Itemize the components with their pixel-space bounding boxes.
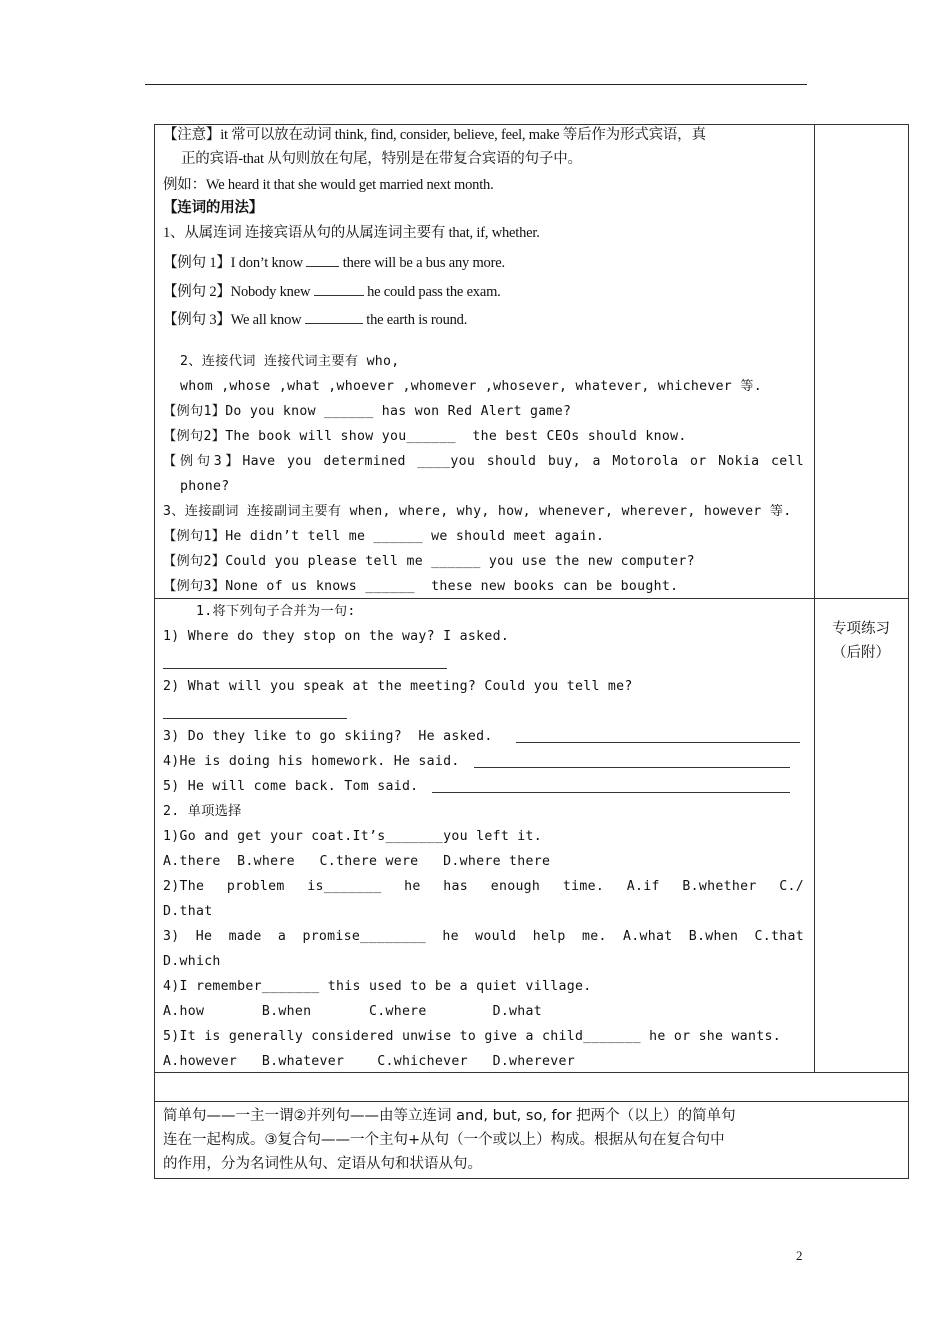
example-3-2: 【例句2】Could you please tell me ______ you use the new computer? <box>163 554 695 569</box>
pronoun-list: whom ,whose ,what ,whoever ,whomever ,whosever, whatever, whichever 等. <box>180 379 763 394</box>
example-3-3: 【例句3】None of us knows ______ these new books can be bought. <box>163 579 679 594</box>
answer-line-4 <box>474 754 790 768</box>
choice-options-5: A.however B.whatever C.whichever D.wherever <box>163 1054 575 1069</box>
example-2-1: 【例句1】Do you know ______ has won Red Alert game? <box>163 404 572 419</box>
subordinating-title: 1、从属连词 连接宾语从句的从属连词主要有 that, if, whether. <box>163 225 540 241</box>
side-note-line-1: 专项练习 <box>832 621 890 637</box>
answer-blank <box>314 282 364 296</box>
note-line-1: 【注意】it 常可以放在动词 think, find, consider, believe, feel, make 等后作为形式宾语，真 <box>163 127 706 143</box>
example-text-end: the earth is round. <box>362 312 468 328</box>
answer-line-3 <box>516 729 800 743</box>
example-text-start: 【例句 3】We all know <box>163 312 305 328</box>
choice-options-4: A.how B.when C.where D.what <box>163 1004 543 1019</box>
note-example: 例如：We heard it that she would get married next month. <box>163 177 494 193</box>
example-text-start: 【例句 1】I don’t know <box>163 255 307 271</box>
answer-blank <box>306 253 339 267</box>
choice-question-3-cont: D.which <box>163 954 221 969</box>
example-3-1: 【例句1】He didn’t tell me ______ we should meet again. <box>163 529 605 544</box>
summary-line-2: 连在一起构成。③复合句——一个主句+从句（一个或以上）构成。根据从句在复合句中 <box>163 1132 725 1148</box>
header-rule <box>145 84 807 85</box>
choice-question-2: 2)The problem is_______ he has enough time. A.if B.whether C./ <box>163 879 804 894</box>
answer-line-5 <box>432 779 790 793</box>
example-text-end: there will be a bus any more. <box>339 255 505 271</box>
answer-blank <box>305 310 363 324</box>
side-note-line-2: （后附） <box>832 645 890 661</box>
question-4: 4)He is doing his homework. He said. <box>163 754 460 769</box>
example-text-end: he could pass the exam. <box>363 284 501 300</box>
choice-options-1: A.there B.where C.there were D.where there <box>163 854 551 869</box>
conjunction-heading: 【连词的用法】 <box>163 200 264 216</box>
choice-question-1: 1)Go and get your coat.It’s_______you left it. <box>163 829 543 844</box>
example-2-2: 【例句2】The book will show you______ the best CEOs should know. <box>163 429 687 444</box>
choice-question-2-cont: D.that <box>163 904 213 919</box>
page-number: 2 <box>796 1248 803 1263</box>
example-2-3-cont: phone? <box>180 479 230 494</box>
question-5: 5) He will come back. Tom said. <box>163 779 419 794</box>
question-2: 2) What will you speak at the meeting? Could you tell me? <box>163 679 633 694</box>
row-divider-3 <box>154 1101 909 1102</box>
example-1-3 <box>163 310 467 330</box>
example-2-3: 【例句3】Have you determined ____you should buy, a Motorola or Nokia cell <box>163 454 804 469</box>
question-1: 1) Where do they stop on the way? I asked. <box>163 629 510 644</box>
summary-line-3: 的作用，分为名词性从句、定语从句和状语从句。 <box>163 1156 482 1172</box>
task-1-title: 1.将下列句子合并为一句: <box>196 604 356 619</box>
answer-line-1 <box>163 655 447 669</box>
pronoun-title: 2、连接代词 连接代词主要有 who, <box>180 354 400 369</box>
example-1-2 <box>163 282 501 302</box>
example-1-1 <box>163 253 505 273</box>
summary-line-1: 简单句——一主一谓②并列句——由等立连词 and, but, so, for 把两个（以上）的简单句 <box>163 1108 736 1124</box>
choice-question-4: 4)I remember_______ this used to be a quiet village. <box>163 979 592 994</box>
choice-question-3: 3) He made a promise________ he would help me. A.what B.when C.that <box>163 929 804 944</box>
row-divider-2 <box>154 1072 909 1073</box>
answer-line-2 <box>163 705 347 719</box>
question-3: 3) Do they like to go skiing? He asked. <box>163 729 493 744</box>
adverb-title: 3、连接副词 连接副词主要有 when, where, why, how, whenever, wherever, however 等. <box>163 504 792 519</box>
example-text-start: 【例句 2】Nobody knew <box>163 284 314 300</box>
choice-question-5: 5)It is generally considered unwise to give a child_______ he or she wants. <box>163 1029 781 1044</box>
task-2-title: 2. 单项选择 <box>163 804 242 819</box>
row-divider-1 <box>154 598 909 599</box>
note-line-2: 正的宾语-that 从句则放在句尾，特别是在带复合宾语的句子中。 <box>181 151 582 167</box>
